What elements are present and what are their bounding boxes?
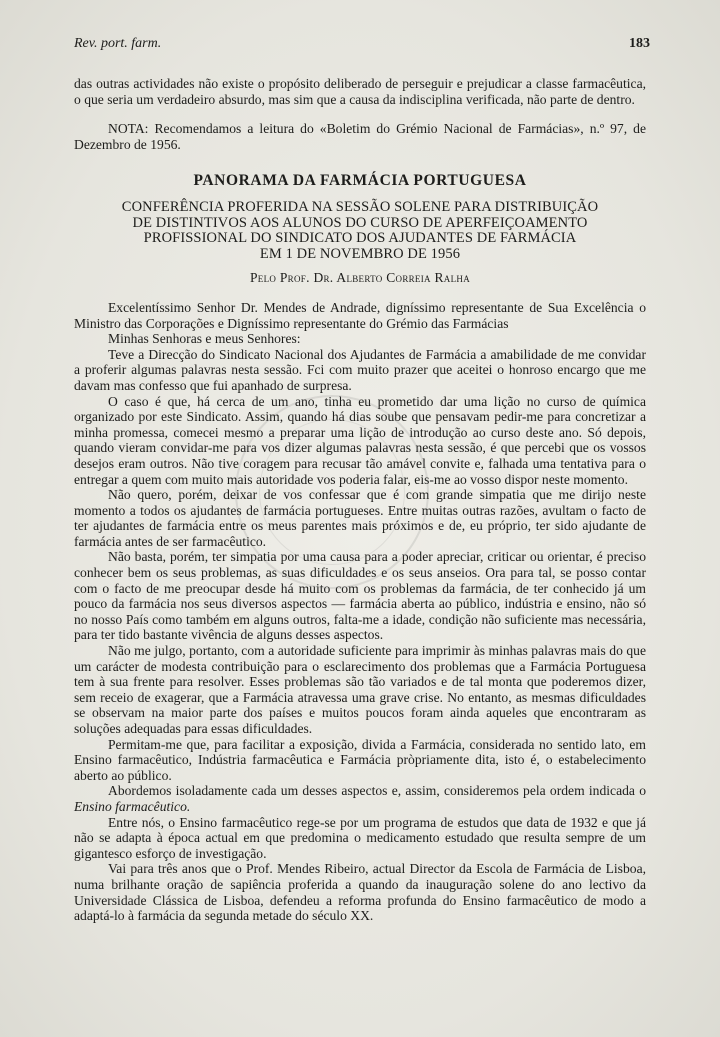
editor-note: NOTA: Recomendamos a leitura do «Boletim do Grémio Nacional de Farmácias», n.º 97, de Dezembro de 1956. bbox=[74, 121, 646, 152]
paragraph: Excelentíssimo Senhor Dr. Mendes de Andrade, digníssimo representante de Sua Excelência o Ministro das Corporações e Digníssimo representante do Grémio das Farmácias bbox=[74, 299, 646, 331]
paragraph: Teve a Direcção do Sindicato Nacional dos Ajudantes de Farmácia a amabilidade de me convidar a proferir algumas palavras nesta sessão. Fci com muito prazer que aceitei o honroso encargo que me davam mas confesso que fui apanhado de surpresa. bbox=[74, 346, 646, 393]
subtitle-line: PROFISSIONAL DO SINDICATO DOS AJUDANTES DE FARMÁCIA bbox=[143, 230, 577, 247]
paragraph: Entre nós, o Ensino farmacêutico rege-se por um programa de estudos que data de 1932 e que já não se adapta à época actual em que predomina o medicamento estudado que resulta sempre de um gigantesco esforço de investigação. bbox=[74, 814, 646, 861]
intro-paragraph: das outras actividades não existe o propósito deliberado de perseguir e prejudicar a classe farmacêutica, o que seria um verdadeiro absurdo, mas sim que a causa da indisciplina verificada, não parte de dentro. bbox=[74, 76, 646, 107]
paragraph: Permitam-me que, para facilitar a exposição, divida a Farmácia, considerada no sentido lato, em Ensino farmacêutico, Indústria farmacêutica e Farmácia pròpriamente dita, isto é, o estabelecimento aberto ao público. bbox=[74, 736, 646, 783]
subtitle-line: DE DISTINTIVOS AOS ALUNOS DO CURSO DE APERFEIÇOAMENTO bbox=[132, 214, 588, 231]
paragraph: Não me julgo, portanto, com a autoridade suficiente para imprimir às minhas palavras mais do que um carácter de modesta contribuição para o esclarecimento dos problemas que a Farmácia Portuguesa tem à sua frente para resolver. Esses problemas são tão variados e de tal monta que poderemos dizer, sem receio de exagerar, que a Farmácia atravessa uma grave crise. No entanto, as mesmas dificuldades se observam na maior parte dos países e muitos poucos foram ainda aqueles que encontraram as soluções adequadas para essas dificuldades. bbox=[74, 643, 646, 736]
paragraph: Vai para três anos que o Prof. Mendes Ribeiro, actual Director da Escola de Farmácia de Lisboa, numa brilhante oração de sapiência proferida a quando da inauguração solene do ano lectivo da Universidade Clássica de Lisboa, defendeu a reforma profunda do Ensino farmacêutico de modo a adaptá-lo à farmácia da segunda metade do século XX. bbox=[74, 861, 646, 924]
subtitle-line: CONFERÊNCIA PROFERIDA NA SESSÃO SOLENE PARA DISTRIBUIÇÃO bbox=[121, 199, 599, 216]
article-subtitle bbox=[74, 200, 646, 262]
article-author: Pelo Prof. Dr. Alberto Correia Ralha bbox=[250, 270, 470, 286]
paragraph: Minhas Senhoras e meus Senhores: bbox=[108, 331, 301, 347]
paragraph-text: Abordemos isoladamente cada um desses aspectos e, assim, consideremos pela ordem indicada o bbox=[108, 783, 646, 799]
article-title: PANORAMA DA FARMÁCIA PORTUGUESA bbox=[193, 172, 527, 190]
paragraph: O caso é que, há cerca de um ano, tinha eu prometido dar uma lição no curso de química organizado por este Sindicato. Assim, quando há dias soube que pensavam pedir-me para concretizar a minha promessa, comecei mesmo a preparar uma lição de introdução ao curso deste ano. Só depois, quando vieram convidar-me para vos dizer algumas palavras nesta sessão, é que percebi que os vossos desejos eram outros. Não tive coragem para recusar tão amável convite e, falhada uma tentativa para o entregar a quem com muito mais autoridade vos poderia falar, eis-me ao vosso dispor neste momento. bbox=[74, 393, 646, 487]
intro-section bbox=[74, 76, 646, 107]
article-body bbox=[74, 300, 646, 924]
journal-title: Rev. port. farm. bbox=[74, 36, 162, 51]
subtitle-line: EM 1 DE NOVEMBRO DE 1956 bbox=[259, 245, 461, 262]
emphasis-ensino: Ensino farmacêutico. bbox=[74, 798, 191, 814]
paragraph bbox=[74, 783, 646, 814]
running-header bbox=[74, 36, 650, 58]
paragraph: Não basta, porém, ter simpatia por uma causa para a poder apreciar, criticar ou orientar, é preciso conhecer bem os seus problemas, as suas dificuldades e os seus anseios. Ora para tal, se posso contar com o facto de me preocupar desde há muito com os problemas da farmácia, de ter conhecido já um pouco da farmácia nos seus diversos aspectos — farmácia aberta ao público, indústria e ensino, não só no nosso País como também em alguns outros, falta-me a idade, condição não suficiente mas necessária, para ter tido bastante vivência de alguns desses aspectos. bbox=[74, 549, 646, 643]
page-number: 183 bbox=[629, 36, 650, 51]
paragraph: Não quero, porém, deixar de vos confessar que é com grande simpatia que me dirijo neste momento a todos os ajudantes de farmácia portugueses. Entre muitas outras razões, avultam o facto de ter ajudantes de farmácia entre os meus parentes mais próximos e de, eu próprio, ter sido ajudante de farmácia antes de ser farmacêutico. bbox=[74, 487, 646, 549]
